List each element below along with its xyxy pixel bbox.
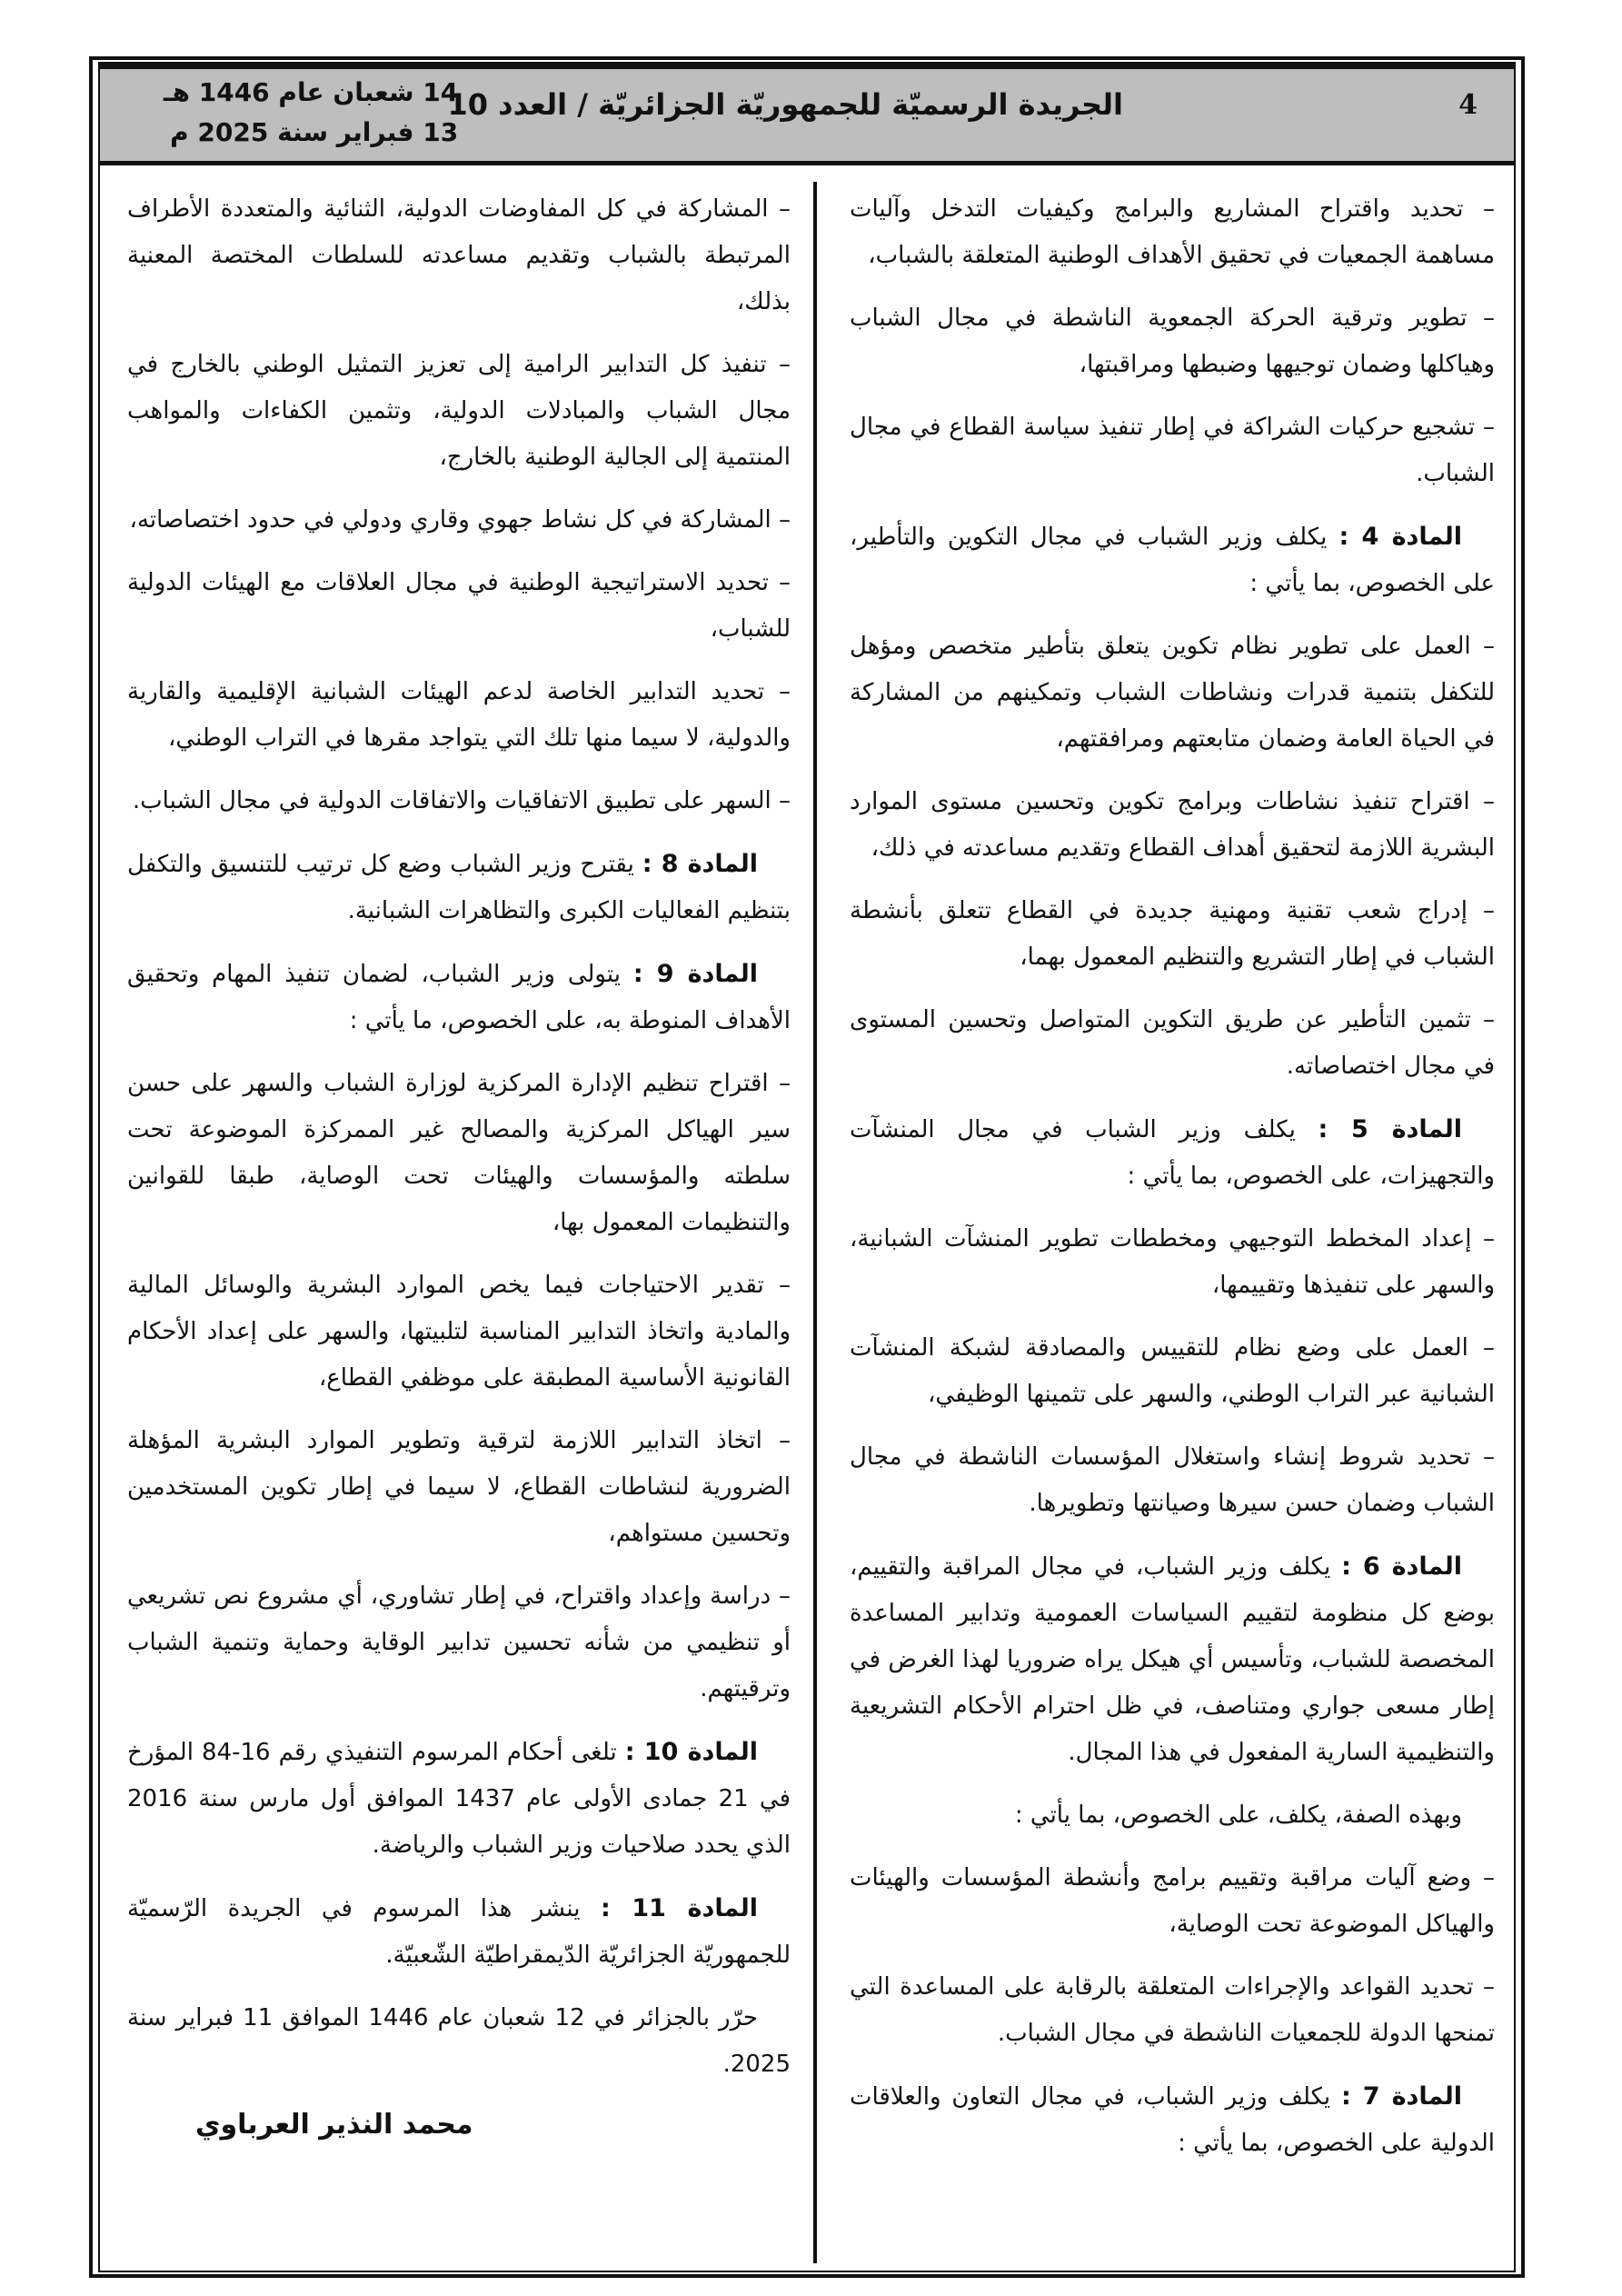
paragraph-text: يكلف وزير الشباب في مجال التكوين والتأطير، على الخصوص، بما يأتي : xyxy=(850,524,1495,597)
paragraph-text: – إدراج شعب تقنية ومهنية جديدة في القطاع تتعلق بأنشطة الشباب في إطار التشريع والتنظيم المعمول بهما، xyxy=(850,897,1495,971)
paragraph-text: – تحديد الاستراتيجية الوطنية في مجال العلاقات مع الهيئات الدولية للشباب، xyxy=(127,569,791,643)
article-label: المادة 4 : xyxy=(1338,523,1462,551)
paragraph-text: – المشاركة في كل نشاط جهوي وقاري ودولي في حدود اختصاصاته، xyxy=(129,506,791,534)
paragraph-text: وبهذه الصفة، يكلف، على الخصوص، بما يأتي : xyxy=(1014,1802,1462,1829)
list-item xyxy=(127,778,791,824)
paragraph-text: – تشجيع حركيات الشراكة في إطار تنفيذ سياسة القطاع في مجال الشباب. xyxy=(850,414,1495,487)
paragraph-text: – اتخاذ التدابير اللازمة لترقية وتطوير الموارد البشرية المؤهلة الضرورية لنشاطات القطاع، لا سيما في إطار تكوين المستخدمين وتحسين مستواهم، xyxy=(127,1427,791,1547)
article-paragraph xyxy=(127,841,791,934)
list-item xyxy=(850,1964,1495,2057)
article-paragraph xyxy=(850,514,1495,607)
paragraph-text: – تطوير وترقية الحركة الجمعوية الناشطة في مجال الشباب وهياكلها وضمان توجيهها وضبطها ومراقبتها، xyxy=(850,304,1495,378)
list-item xyxy=(127,1061,791,1246)
paragraph-text: – تحديد شروط إنشاء واستغلال المؤسسات الناشطة في مجال الشباب وضمان حسن سيرها وصيانتها وتطويرها. xyxy=(850,1443,1495,1517)
list-item xyxy=(850,1855,1495,1948)
list-item xyxy=(850,404,1495,497)
list-item xyxy=(850,1216,1495,1309)
paragraph-text: – تحديد واقتراح المشاريع والبرامج وكيفيات التدخل وآليات مساهمة الجمعيات في تحقيق الأهداف الوطنية المتعلقة بالشباب، xyxy=(850,195,1495,269)
list-item xyxy=(127,1573,791,1712)
article-paragraph xyxy=(850,1106,1495,1200)
list-item xyxy=(850,888,1495,981)
right-column xyxy=(850,186,1495,2183)
paragraph-text: – تحديد القواعد والإجراءات المتعلقة بالرقابة على المساعدة التي تمنحها الدولة للجمعيات الناشطة في مجال الشباب. xyxy=(850,1973,1495,2047)
page-header xyxy=(100,64,1514,165)
paragraph-text: – العمل على تطوير نظام تكوين يتعلق بتأطير متخصص ومؤهل للتكفل بتنمية قدرات ونشاطات الشباب وتمكينهم من المشاركة في الحياة العامة وضمان متابعتهم ومرافقتهم، xyxy=(850,633,1495,753)
paragraph-text: – إعداد المخطط التوجيهي ومخططات تطوير المنشآت الشبانية، والسهر على تنفيذها وتقييمها، xyxy=(850,1225,1495,1299)
article-label: المادة 5 : xyxy=(1318,1115,1463,1143)
list-item xyxy=(850,186,1495,279)
list-item xyxy=(127,342,791,481)
journal-title: الجريدة الرسميّة للجمهوريّة الجزائريّة / العدد 10 xyxy=(447,87,1123,122)
list-item xyxy=(850,1792,1495,1839)
list-item xyxy=(850,779,1495,872)
paragraph-text: – العمل على وضع نظام للتقييس والمصادقة لشبكة المنشآت الشبانية عبر التراب الوطني، والسهر على تثمينها الوظيفي، xyxy=(850,1334,1495,1408)
list-item xyxy=(127,497,791,544)
list-item xyxy=(127,1263,791,1402)
page-number: 4 xyxy=(1458,89,1478,121)
paragraph-text: – تقدير الاحتياجات فيما يخص الموارد البشرية والوسائل المالية والمادية واتخاذ التدابير المناسبة لتلبيتها، والسهر على إعداد الأحكام القانونية الأساسية المطبقة على موظفي القطاع، xyxy=(127,1272,791,1392)
paragraph-text: حرّر بالجزائر في 12 شعبان عام 1446 الموافق 11 فبراير سنة 2025. xyxy=(127,2004,791,2078)
paragraph-text: يتولى وزير الشباب، لضمان تنفيذ المهام وتحقيق الأهداف المنوطة به، على الخصوص، ما يأتي : xyxy=(127,961,791,1034)
list-item xyxy=(850,997,1495,1090)
list-item xyxy=(850,1434,1495,1527)
paragraph-text: – اقتراح تنظيم الإدارة المركزية لوزارة الشباب والسهر على حسن سير الهياكل المركزية والمصالح غير الممركزة الموضوعة تحت سلطته والمؤسسات والهيئات تحت الوصاية، طبقا للقوانين والتنظيمات المعمول بها، xyxy=(127,1070,791,1236)
left-column xyxy=(127,186,791,2104)
article-paragraph xyxy=(127,1885,791,1979)
paragraph-text: – تثمين التأطير عن طريق التكوين المتواصل وتحسين المستوى في مجال اختصاصاته. xyxy=(850,1006,1495,1080)
signature: محمد النذير العرباوي xyxy=(195,2109,473,2141)
paragraph-text: يكلف وزير الشباب، في مجال التعاون والعلاقات الدولية على الخصوص، بما يأتي : xyxy=(850,2083,1495,2157)
date-hijri: 14 شعبان عام 1446 هـ xyxy=(164,77,459,107)
paragraph-text: – تنفيذ كل التدابير الرامية إلى تعزيز التمثيل الوطني بالخارج في مجال الشباب والمبادلات الدولية، وتثمين الكفاءات والمواهب المنتمية إلى الجالية الوطنية بالخارج، xyxy=(127,351,791,471)
list-item xyxy=(850,295,1495,388)
article-label: المادة 8 : xyxy=(642,850,759,878)
paragraph-text: – تحديد التدابير الخاصة لدعم الهيئات الشبانية الإقليمية والقارية والدولية، لا سيما منها تلك التي يتواجد مقرها في التراب الوطني، xyxy=(127,678,791,752)
article-paragraph xyxy=(127,951,791,1044)
list-item xyxy=(850,1325,1495,1418)
list-item xyxy=(127,1418,791,1557)
paragraph-text: تلغى أحكام المرسوم التنفيذي رقم 16-84 المؤرخ في 21 جمادى الأولى عام 1437 الموافق أول مارس سنة 2016 الذي يحدد صلاحيات وزير الشباب والرياضة. xyxy=(127,1739,791,1859)
paragraph-text: – السهر على تطبيق الاتفاقيات والاتفاقات الدولية في مجال الشباب. xyxy=(132,787,791,814)
list-item xyxy=(127,560,791,653)
paragraph-text: يقترح وزير الشباب وضع كل ترتيب للتنسيق والتكفل بتنظيم الفعاليات الكبرى والتظاهرات الشبانية. xyxy=(127,851,791,924)
paragraph-text: – اقتراح تنفيذ نشاطات وبرامج تكوين وتحسين مستوى الموارد البشرية اللازمة لتحقيق أهداف القطاع وتقديم مساعدته في ذلك، xyxy=(850,788,1495,862)
article-paragraph xyxy=(850,2073,1495,2167)
paragraph-text: – وضع آليات مراقبة وتقييم برامج وأنشطة المؤسسات والهيئات والهياكل الموضوعة تحت الوصاية، xyxy=(850,1864,1495,1938)
date-gregorian: 13 فبراير سنة 2025 م xyxy=(170,117,459,147)
list-item xyxy=(127,669,791,762)
article-paragraph xyxy=(850,1543,1495,1776)
column-divider xyxy=(813,182,817,2263)
list-item xyxy=(850,624,1495,763)
list-item xyxy=(127,186,791,325)
paragraph-text: يكلف وزير الشباب في مجال المنشآت والتجهيزات، على الخصوص، بما يأتي : xyxy=(850,1116,1495,1190)
paragraph-text: ينشر هذا المرسوم في الجريدة الرّسميّة للجمهوريّة الجزائريّة الدّيمقراطيّة الشّعبيّة. xyxy=(127,1895,791,1969)
paragraph-text: – المشاركة في كل المفاوضات الدولية، الثنائية والمتعددة الأطراف المرتبطة بالشباب وتقديم مساعدته للسلطات المختصة المعنية بذلك، xyxy=(127,195,791,315)
article-paragraph xyxy=(127,1729,791,1869)
article-label: المادة 6 : xyxy=(1341,1552,1463,1581)
article-label: المادة 7 : xyxy=(1341,2082,1463,2111)
issue-date xyxy=(164,73,458,153)
paragraph-text: يكلف وزير الشباب، في مجال المراقبة والتقييم، بوضع كل منظومة لتقييم السياسات العمومية وتدابير المساعدة المخصصة للشباب، وتأسيس أي هيكل يراه ضروريا لهذا الغرض في إطار مسعى جواري ومتناصف، في ظل احترام الأحكام التشريعية والتنظيمية السارية المفعول في هذا المجال. xyxy=(850,1553,1495,1766)
article-label: المادة 9 : xyxy=(632,960,759,988)
article-label: المادة 11 : xyxy=(600,1894,758,1922)
list-item xyxy=(127,1995,791,2088)
paragraph-text: – دراسة وإعداد واقتراح، في إطار تشاوري، أي مشروع نص تشريعي أو تنظيمي من شأنه تحسين تدابير الوقاية وحماية وتنمية الشباب وترقيتهم. xyxy=(127,1582,791,1702)
article-label: المادة 10 : xyxy=(624,1738,758,1766)
